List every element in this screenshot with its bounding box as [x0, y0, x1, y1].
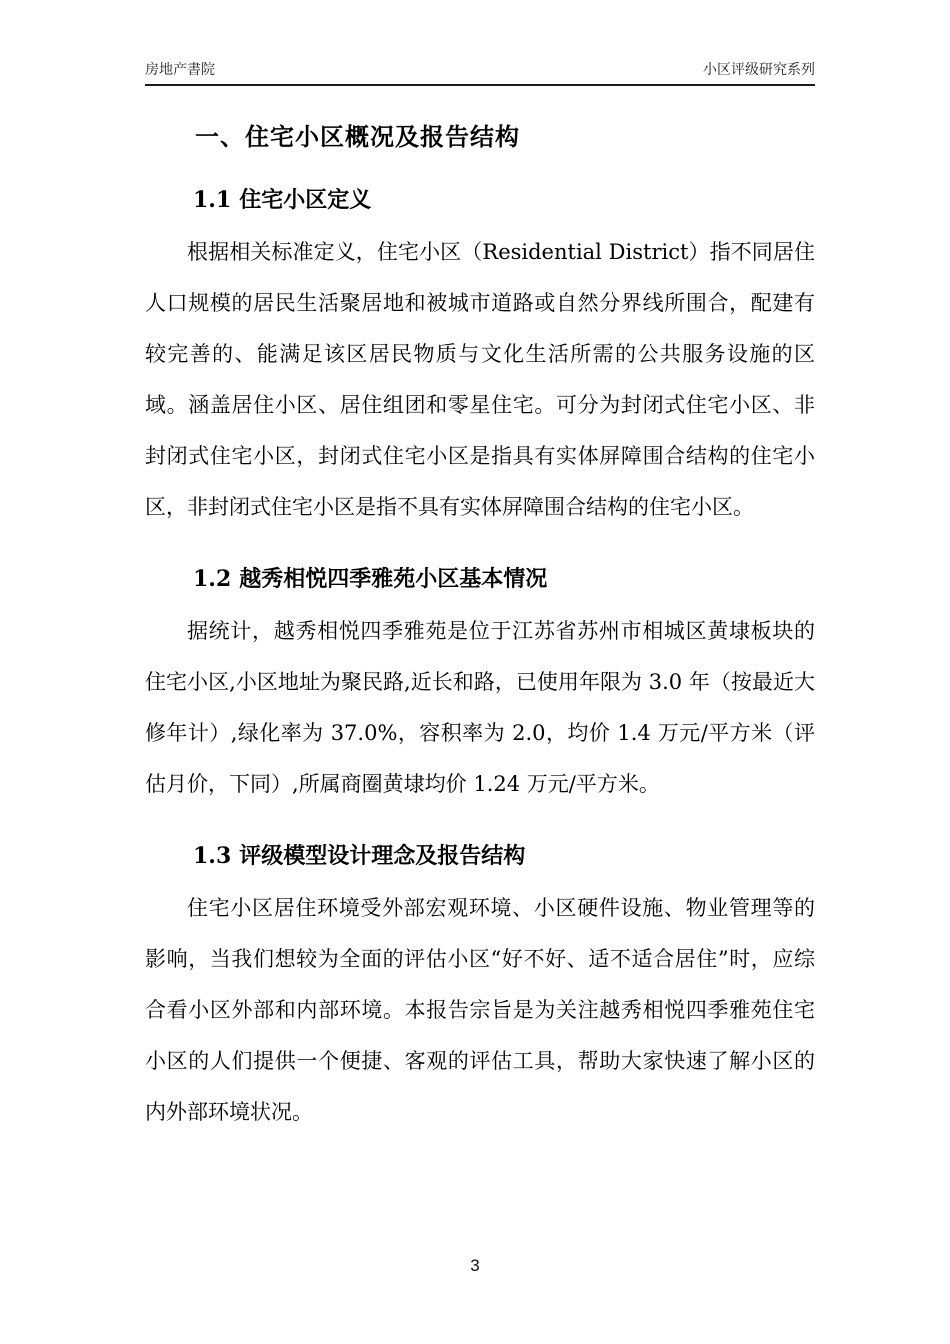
section-1-3-paragraph: 住宅小区居住环境受外部宏观环境、小区硬件设施、物业管理等的影响，当我们想较为全面的评估小区“好不好、适不适合居住”时，应综合看小区外部和内部环境。本报告宗旨是为关注越秀相悦四季雅苑住宅小区的人们提供一个便捷、客观的评估工具，帮助大家快速了解小区的内外部环境状况。	[145, 896, 815, 1124]
section-heading-1-2	[193, 565, 815, 593]
section-number: 1.2	[193, 566, 232, 592]
header-right-text: 小区评级研究系列	[703, 61, 815, 77]
page-footer	[0, 1256, 950, 1276]
section-number: 1.1	[193, 187, 232, 213]
section-heading-1-3	[193, 842, 815, 870]
document-content	[145, 118, 815, 1138]
section-heading-text: 住宅小区定义	[239, 187, 372, 212]
section-heading-text: 评级模型设计理念及报告结构	[239, 843, 526, 868]
page-header	[145, 60, 815, 86]
header-left-text: 房地产書院	[145, 61, 215, 77]
section-1-1-paragraph: 根据相关标准定义，住宅小区（Residential District）指不同居住人口规模的居民生活聚居地和被城市道路或自然分界线所围合，配建有较完善的、能满足该区居民物质与文化生活所需的公共服务设施的区域。涵盖居住小区、居住组团和零星住宅。可分为封闭式住宅小区、非封闭式住宅小区，封闭式住宅小区是指具有实体屏障围合结构的住宅小区，非封闭式住宅小区是指不具有实体屏障围合结构的住宅小区。	[145, 240, 815, 519]
section-heading-text: 越秀相悦四季雅苑小区基本情况	[239, 566, 548, 591]
section-heading-1-1	[193, 186, 815, 214]
chapter-title: 一、住宅小区概况及报告结构	[195, 124, 520, 151]
section-1-2-paragraph: 据统计，越秀相悦四季雅苑是位于江苏省苏州市相城区黄埭板块的住宅小区,小区地址为聚民路,近长和路，已使用年限为 3.0 年（按最近大修年计）,绿化率为 37.0%，容积率为 2.0，均价 1.4 万元/平方米（评估月价，下同）,所属商圈黄埭均价 1.24 万元/平方米。	[145, 619, 815, 796]
page-number: 3	[470, 1256, 480, 1275]
section-number: 1.3	[193, 843, 232, 869]
